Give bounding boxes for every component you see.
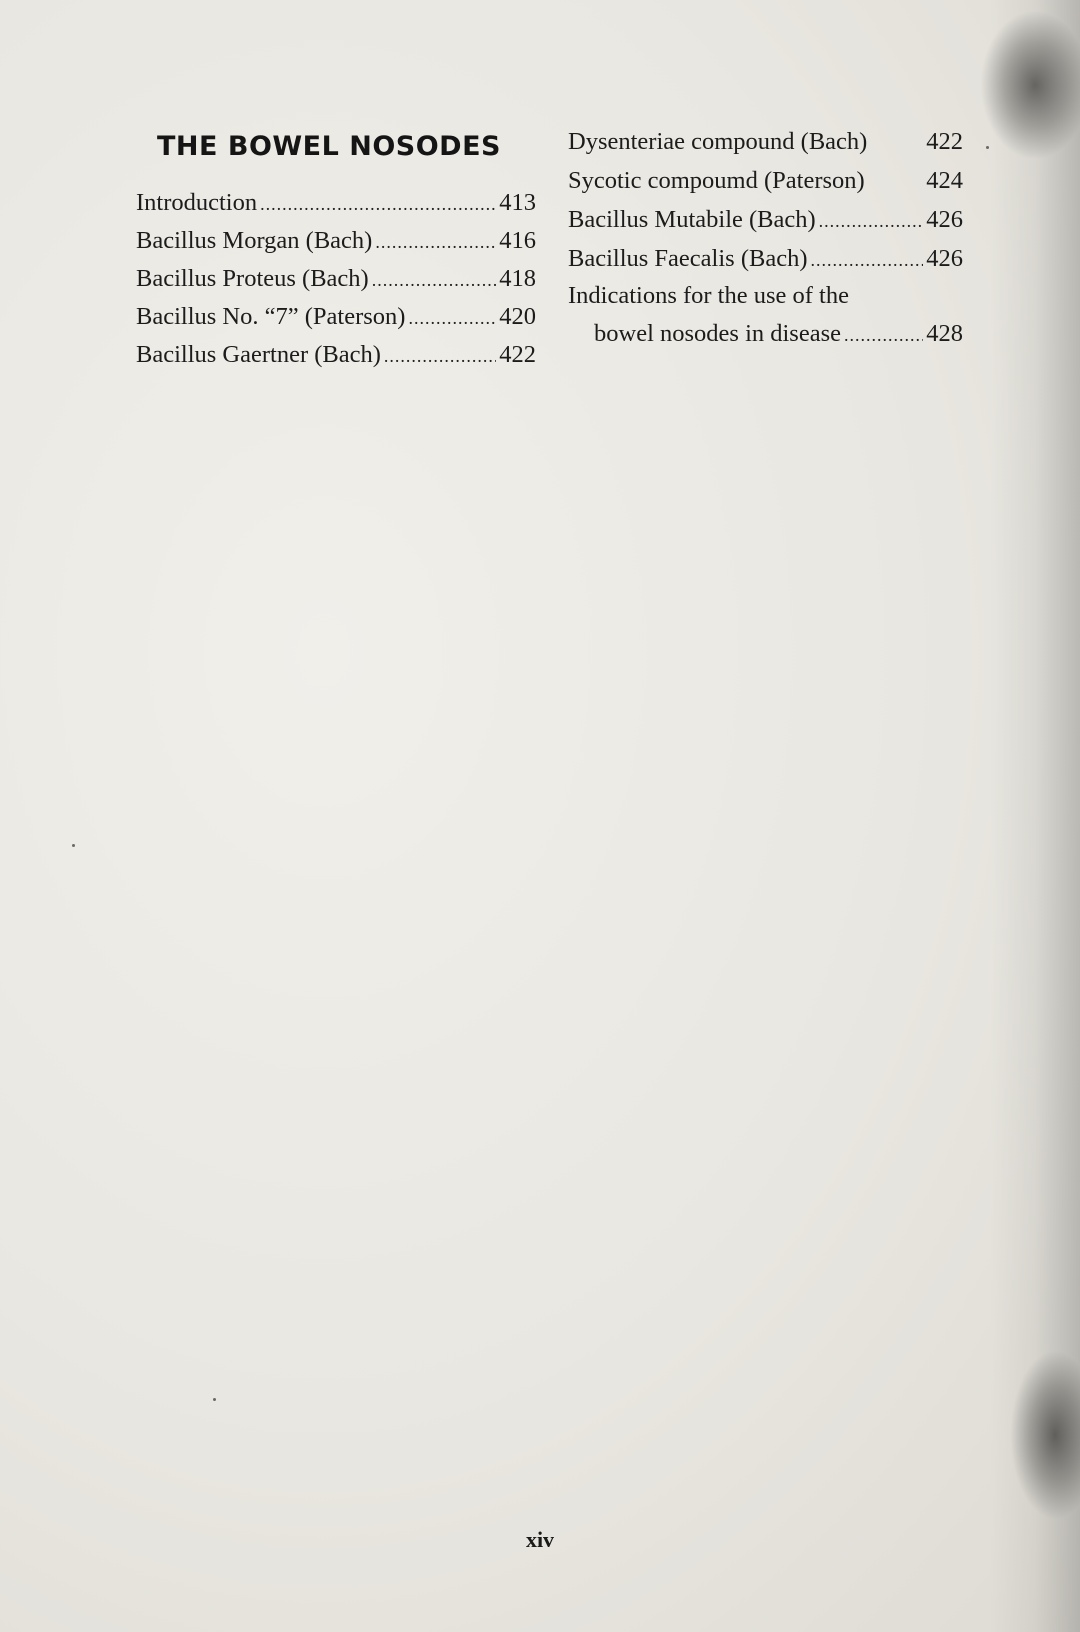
toc-entry-title: Bacillus Proteus (Bach) (136, 265, 369, 292)
toc-entry-page: 428 (926, 320, 963, 347)
toc-entry-page: 418 (499, 265, 536, 292)
toc-entry-page: 413 (499, 189, 536, 216)
bleed-through-left (140, 370, 540, 404)
dot-leader (260, 185, 496, 223)
toc-entry-title: Sycotic compoumd (Paterson) (568, 167, 865, 194)
toc-entry-title: Bacillus Mutabile (Bach) (568, 206, 816, 233)
toc-entry-bacillus-no-7 (136, 298, 536, 336)
toc-entry-page: 422 (499, 341, 536, 368)
scan-smudge-top (980, 10, 1080, 160)
toc-entry-indications (568, 278, 963, 353)
scan-speck (72, 844, 75, 847)
toc-entry-bacillus-proteus (136, 260, 536, 298)
toc-entry-title-line2-row (568, 314, 963, 353)
toc-entry-title: Bacillus Morgan (Bach) (136, 227, 373, 254)
section-title: THE BOWEL NOSODES (157, 131, 501, 162)
toc-entry-page: 422 (926, 128, 963, 155)
dot-leader (384, 337, 496, 375)
toc-entry-bacillus-faecalis (568, 239, 963, 278)
toc-entry-bacillus-gaertner (136, 336, 536, 374)
toc-entry-title: Bacillus Faecalis (Bach) (568, 245, 808, 272)
toc-entry-title-line1: Indications for the use of the (568, 282, 849, 309)
toc-entry-page: 424 (926, 167, 963, 194)
toc-column-right (568, 122, 963, 353)
toc-entry-bacillus-morgan (136, 222, 536, 260)
dot-leader (819, 202, 924, 241)
toc-entry-title: Dysenteriae compound (Bach) (568, 128, 868, 155)
toc-entry-introduction (136, 184, 536, 222)
toc-entry-title: Bacillus Gaertner (Bach) (136, 341, 381, 368)
toc-entry-title: Introduction (136, 189, 258, 216)
toc-entry-dysenteriae-compound (568, 122, 963, 161)
toc-entry-title: Bacillus No. “7” (Paterson) (136, 303, 406, 330)
toc-entry-page: 426 (926, 206, 963, 233)
toc-entry-page: 420 (499, 303, 536, 330)
dot-leader (844, 316, 923, 355)
toc-entry-title-line2: bowel nosodes in disease (594, 320, 841, 347)
toc-entry-page: 416 (499, 227, 536, 254)
toc-column-left (136, 122, 536, 374)
dot-leader (408, 299, 496, 337)
scan-speck (213, 1398, 216, 1401)
dot-leader (372, 261, 497, 299)
toc-entry-bacillus-mutabile (568, 200, 963, 239)
toc-entry-page: 426 (926, 245, 963, 272)
dot-leader (375, 223, 496, 261)
toc-entry-sycotic-compound (568, 161, 963, 200)
page-number-footer: xiv (525, 1527, 555, 1552)
dot-leader (810, 241, 923, 280)
scan-speck (986, 146, 989, 149)
